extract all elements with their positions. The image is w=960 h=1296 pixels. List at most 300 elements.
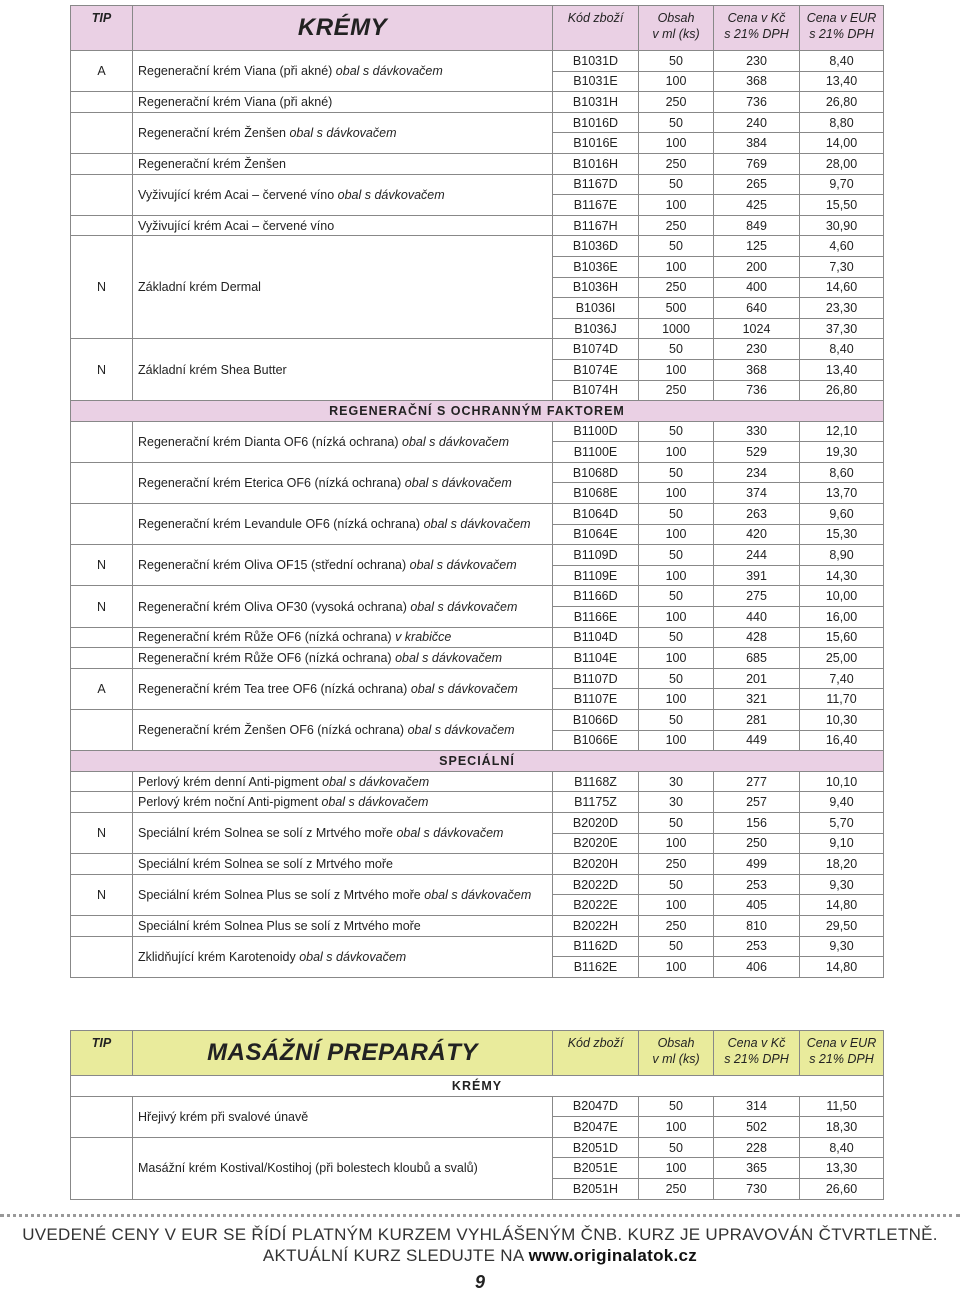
product-code: B1167E (553, 195, 639, 216)
tip-cell: N (71, 545, 133, 586)
price-czk: 374 (714, 483, 800, 504)
table-row (71, 792, 884, 813)
price-czk: 685 (714, 648, 800, 669)
content-volume: 1000 (639, 318, 714, 339)
price-eur: 4,60 (800, 236, 884, 257)
product-code: B1104E (553, 648, 639, 669)
product-code: B1031D (553, 51, 639, 72)
price-czk: 529 (714, 442, 800, 463)
product-code: B2020D (553, 812, 639, 833)
product-code: B2051D (553, 1137, 639, 1158)
price-czk: 156 (714, 812, 800, 833)
price-czk: 440 (714, 607, 800, 628)
tip-cell: N (71, 339, 133, 401)
product-name-cell (133, 771, 553, 792)
table-row (71, 812, 884, 833)
footer-line-2: AKTUÁLNÍ KURZ SLEDUJTE NA www.originalatok.cz (262, 1246, 698, 1265)
price-eur: 8,40 (800, 1137, 884, 1158)
packaging-note: obal s dávkovačem (424, 887, 532, 902)
product-name: Základní krém Shea Butter (138, 362, 287, 377)
product-name: Speciální krém Solnea Plus se solí z Mrtvého moře (138, 887, 421, 902)
price-czk: 391 (714, 565, 800, 586)
product-code: B1100D (553, 421, 639, 442)
product-name: Regenerační krém Růže OF6 (nízká ochrana) (138, 630, 392, 645)
product-name: Regenerační krém Ženšen (138, 156, 286, 171)
product-code: B2051H (553, 1178, 639, 1199)
tip-cell (71, 174, 133, 215)
product-name-cell (133, 215, 553, 236)
product-code: B1036E (553, 256, 639, 277)
product-name-cell (133, 710, 553, 751)
table-row (71, 504, 884, 525)
section-header (71, 401, 884, 422)
content-volume: 100 (639, 1158, 714, 1179)
product-code: B1036I (553, 298, 639, 319)
price-eur: 9,40 (800, 792, 884, 813)
product-code: B1107E (553, 689, 639, 710)
tip-cell (71, 771, 133, 792)
price-eur: 19,30 (800, 442, 884, 463)
product-name: Základní krém Dermal (138, 280, 261, 295)
footer-note (0, 1224, 960, 1266)
table-row (71, 668, 884, 689)
product-code: B2047D (553, 1096, 639, 1117)
section-header (71, 751, 884, 772)
eur-header: Cena v EUR s 21% DPH (800, 1031, 884, 1076)
price-czk: 244 (714, 545, 800, 566)
table-row (71, 153, 884, 174)
code-header: Kód zboží (553, 6, 639, 51)
footer-line-1: UVEDENÉ CENY V EUR SE ŘÍDÍ PLATNÝM KURZEM VYHLÁŠENÝM ČNB. KURZ JE UPRAVOVÁN ČTVRTLETNĚ. (22, 1225, 938, 1244)
product-name: Perlový krém denní Anti-pigment (138, 774, 319, 789)
table-row (71, 936, 884, 957)
price-eur: 30,90 (800, 215, 884, 236)
price-czk: 321 (714, 689, 800, 710)
price-eur: 15,60 (800, 627, 884, 648)
price-eur: 13,40 (800, 71, 884, 92)
price-czk: 420 (714, 524, 800, 545)
product-name: Hřejivý krém při svalové únavě (138, 1109, 309, 1124)
product-name-cell (133, 854, 553, 875)
product-name-cell (133, 792, 553, 813)
product-code: B1166D (553, 586, 639, 607)
price-eur: 13,40 (800, 359, 884, 380)
price-czk: 499 (714, 854, 800, 875)
product-name: Regenerační krém Dianta OF6 (nízká ochrana) (138, 434, 399, 449)
product-code: B2047E (553, 1117, 639, 1138)
price-eur: 9,30 (800, 936, 884, 957)
tip-cell (71, 504, 133, 545)
content-volume: 100 (639, 895, 714, 916)
content-volume: 100 (639, 565, 714, 586)
tip-cell (71, 792, 133, 813)
product-code: B2020H (553, 854, 639, 875)
tip-cell (71, 627, 133, 648)
product-name: Regenerační krém Viana (při akné) (138, 94, 333, 109)
price-eur: 26,80 (800, 92, 884, 113)
price-czk: 281 (714, 710, 800, 731)
product-name-cell (133, 421, 553, 462)
packaging-note: obal s dávkovačem (407, 723, 515, 738)
product-code: B1109E (553, 565, 639, 586)
website-link[interactable]: www.originalatok.cz (528, 1246, 698, 1265)
content-volume: 50 (639, 668, 714, 689)
table-row (71, 1096, 884, 1117)
product-name-cell (133, 545, 553, 586)
price-eur: 9,30 (800, 874, 884, 895)
czk-header: Cena v Kč s 21% DPH (714, 6, 800, 51)
tip-cell (71, 153, 133, 174)
page-number: 9 (474, 1272, 485, 1292)
tip-cell (71, 421, 133, 462)
table-row (71, 339, 884, 360)
content-volume: 250 (639, 277, 714, 298)
product-code: B1016E (553, 133, 639, 154)
price-czk: 201 (714, 668, 800, 689)
table-row (71, 627, 884, 648)
price-eur: 29,50 (800, 915, 884, 936)
product-code: B1066D (553, 710, 639, 731)
content-volume: 100 (639, 833, 714, 854)
price-czk: 230 (714, 51, 800, 72)
table-header (71, 6, 884, 51)
price-table-cremes (70, 5, 884, 978)
product-code: B1100E (553, 442, 639, 463)
content-volume: 50 (639, 51, 714, 72)
product-code: B1167H (553, 215, 639, 236)
product-code: B1064D (553, 504, 639, 525)
product-code: B1074D (553, 339, 639, 360)
product-name: Speciální krém Solnea se solí z Mrtvého moře (138, 826, 393, 841)
section-title: KRÉMY (71, 1076, 884, 1097)
product-code: B1068E (553, 483, 639, 504)
product-code: B2020E (553, 833, 639, 854)
product-name-cell (133, 92, 553, 113)
product-code: B1016D (553, 112, 639, 133)
table-row (71, 421, 884, 442)
price-eur: 11,70 (800, 689, 884, 710)
table-row (71, 874, 884, 895)
price-czk: 253 (714, 874, 800, 895)
price-czk: 502 (714, 1117, 800, 1138)
content-volume: 50 (639, 545, 714, 566)
price-czk: 125 (714, 236, 800, 257)
packaging-note: obal s dávkovačem (337, 187, 445, 202)
tip-cell: N (71, 236, 133, 339)
product-name-cell (133, 812, 553, 853)
tip-cell: N (71, 812, 133, 853)
product-code: B1107D (553, 668, 639, 689)
qty-header: Obsah v ml (ks) (639, 6, 714, 51)
table-row (71, 215, 884, 236)
table-row (71, 51, 884, 72)
product-code: B1066E (553, 730, 639, 751)
product-name-cell (133, 51, 553, 92)
content-volume: 100 (639, 359, 714, 380)
tip-cell (71, 854, 133, 875)
product-name-cell (133, 1096, 553, 1137)
content-volume: 30 (639, 792, 714, 813)
table-row (71, 854, 884, 875)
content-volume: 100 (639, 607, 714, 628)
packaging-note: obal s dávkovačem (321, 795, 429, 810)
table-row (71, 586, 884, 607)
czk-header: Cena v Kč s 21% DPH (714, 1031, 800, 1076)
price-czk: 277 (714, 771, 800, 792)
product-code: B1104D (553, 627, 639, 648)
product-name: Regenerační krém Růže OF6 (nízká ochrana) (138, 651, 392, 666)
product-code: B1068D (553, 462, 639, 483)
content-volume: 50 (639, 874, 714, 895)
product-code: B1036H (553, 277, 639, 298)
product-name-cell (133, 153, 553, 174)
price-czk: 406 (714, 957, 800, 978)
packaging-note: v krabičce (395, 630, 452, 645)
content-volume: 50 (639, 936, 714, 957)
product-code: B1162E (553, 957, 639, 978)
table-row (71, 236, 884, 257)
packaging-note: obal s dávkovačem (410, 681, 518, 696)
table-row (71, 112, 884, 133)
product-name: Regenerační krém Ženšen (138, 125, 286, 140)
tip-cell: N (71, 874, 133, 915)
price-czk: 275 (714, 586, 800, 607)
tip-cell (71, 648, 133, 669)
price-czk: 736 (714, 380, 800, 401)
content-volume: 30 (639, 771, 714, 792)
product-name-cell (133, 504, 553, 545)
content-volume: 50 (639, 236, 714, 257)
product-code: B1168Z (553, 771, 639, 792)
section-title: SPECIÁLNÍ (71, 751, 884, 772)
price-eur: 16,40 (800, 730, 884, 751)
price-czk: 449 (714, 730, 800, 751)
packaging-note: obal s dávkovačem (322, 774, 430, 789)
price-czk: 425 (714, 195, 800, 216)
packaging-note: obal s dávkovačem (410, 599, 518, 614)
table-row (71, 545, 884, 566)
product-code: B1166E (553, 607, 639, 628)
price-eur: 10,10 (800, 771, 884, 792)
price-eur: 14,00 (800, 133, 884, 154)
packaging-note: obal s dávkovačem (299, 949, 407, 964)
packaging-note: obal s dávkovačem (396, 826, 504, 841)
price-eur: 7,40 (800, 668, 884, 689)
packaging-note: obal s dávkovačem (402, 434, 510, 449)
code-header: Kód zboží (553, 1031, 639, 1076)
packaging-note: obal s dávkovačem (409, 558, 517, 573)
tip-cell (71, 915, 133, 936)
content-volume: 250 (639, 380, 714, 401)
price-eur: 13,70 (800, 483, 884, 504)
qty-header: Obsah v ml (ks) (639, 1031, 714, 1076)
price-czk: 250 (714, 833, 800, 854)
packaging-note: obal s dávkovačem (423, 517, 531, 532)
product-name: Regenerační krém Ženšen OF6 (nízká ochrana) (138, 723, 405, 738)
product-code: B1162D (553, 936, 639, 957)
product-name-cell (133, 936, 553, 977)
packaging-note: obal s dávkovačem (395, 651, 503, 666)
product-name-cell (133, 874, 553, 915)
tip-cell (71, 1096, 133, 1137)
product-name: Regenerační krém Viana (při akné) (138, 64, 333, 79)
price-eur: 14,80 (800, 957, 884, 978)
price-czk: 230 (714, 339, 800, 360)
packaging-note: obal s dávkovačem (335, 64, 443, 79)
price-eur: 8,40 (800, 51, 884, 72)
product-name-cell (133, 1137, 553, 1199)
price-czk: 228 (714, 1137, 800, 1158)
product-code: B1109D (553, 545, 639, 566)
tip-cell (71, 215, 133, 236)
content-volume: 100 (639, 483, 714, 504)
content-volume: 100 (639, 730, 714, 751)
content-volume: 50 (639, 812, 714, 833)
content-volume: 50 (639, 174, 714, 195)
price-eur: 15,30 (800, 524, 884, 545)
table-title: MASÁŽNÍ PREPARÁTY (133, 1031, 553, 1076)
tip-cell: A (71, 51, 133, 92)
product-name: Masážní krém Kostival/Kostihoj (při bolestech kloubů a svalů) (138, 1161, 478, 1176)
product-code: B1175Z (553, 792, 639, 813)
content-volume: 100 (639, 195, 714, 216)
product-name-cell (133, 586, 553, 627)
price-czk: 240 (714, 112, 800, 133)
price-czk: 730 (714, 1178, 800, 1199)
price-eur: 10,30 (800, 710, 884, 731)
product-name: Speciální krém Solnea se solí z Mrtvého moře (138, 856, 393, 871)
product-name: Regenerační krém Oliva OF15 (střední ochrana) (138, 558, 407, 573)
product-code: B2051E (553, 1158, 639, 1179)
price-eur: 37,30 (800, 318, 884, 339)
product-code: B2022E (553, 895, 639, 916)
product-name: Zklidňující krém Karotenoidy (138, 949, 296, 964)
price-eur: 26,80 (800, 380, 884, 401)
product-code: B1167D (553, 174, 639, 195)
product-name: Regenerační krém Levandule OF6 (nízká ochrana) (138, 517, 421, 532)
content-volume: 250 (639, 915, 714, 936)
product-code: B1074E (553, 359, 639, 380)
price-czk: 368 (714, 359, 800, 380)
product-name-cell (133, 648, 553, 669)
tip-cell (71, 1137, 133, 1199)
content-volume: 250 (639, 1178, 714, 1199)
price-czk: 253 (714, 936, 800, 957)
table-row (71, 648, 884, 669)
content-volume: 50 (639, 1096, 714, 1117)
price-eur: 15,50 (800, 195, 884, 216)
content-volume: 500 (639, 298, 714, 319)
price-czk: 1024 (714, 318, 800, 339)
price-czk: 314 (714, 1096, 800, 1117)
product-name-cell (133, 236, 553, 339)
price-czk: 330 (714, 421, 800, 442)
content-volume: 100 (639, 648, 714, 669)
product-code: B1036D (553, 236, 639, 257)
product-name-cell (133, 668, 553, 709)
price-eur: 26,60 (800, 1178, 884, 1199)
product-name: Vyživující krém Acai – červené víno (138, 218, 335, 233)
price-czk: 265 (714, 174, 800, 195)
table-row (71, 92, 884, 113)
price-czk: 849 (714, 215, 800, 236)
product-name: Vyživující krém Acai – červené víno (138, 187, 335, 202)
price-eur: 13,30 (800, 1158, 884, 1179)
price-eur: 9,70 (800, 174, 884, 195)
price-eur: 9,60 (800, 504, 884, 525)
product-name: Regenerační krém Oliva OF30 (vysoká ochrana) (138, 599, 407, 614)
price-czk: 368 (714, 71, 800, 92)
product-name: Perlový krém noční Anti-pigment (138, 795, 318, 810)
content-volume: 50 (639, 627, 714, 648)
product-name-cell (133, 174, 553, 215)
price-czk: 257 (714, 792, 800, 813)
product-name: Regenerační krém Tea tree OF6 (nízká ochrana) (138, 681, 408, 696)
tip-cell (71, 936, 133, 977)
tip-cell (71, 112, 133, 153)
price-eur: 28,00 (800, 153, 884, 174)
content-volume: 250 (639, 854, 714, 875)
price-eur: 10,00 (800, 586, 884, 607)
content-volume: 250 (639, 215, 714, 236)
table-row (71, 915, 884, 936)
price-eur: 18,20 (800, 854, 884, 875)
product-name-cell (133, 462, 553, 503)
price-eur: 25,00 (800, 648, 884, 669)
product-code: B1064E (553, 524, 639, 545)
product-name-cell (133, 627, 553, 648)
price-czk: 263 (714, 504, 800, 525)
product-code: B1016H (553, 153, 639, 174)
price-eur: 18,30 (800, 1117, 884, 1138)
content-volume: 50 (639, 339, 714, 360)
price-czk: 810 (714, 915, 800, 936)
content-volume: 50 (639, 112, 714, 133)
table-row (71, 174, 884, 195)
price-eur: 7,30 (800, 256, 884, 277)
table-header (71, 1031, 884, 1076)
price-czk: 769 (714, 153, 800, 174)
content-volume: 100 (639, 689, 714, 710)
eur-header: Cena v EUR s 21% DPH (800, 6, 884, 51)
content-volume: 100 (639, 256, 714, 277)
product-code: B2022D (553, 874, 639, 895)
content-volume: 50 (639, 710, 714, 731)
content-volume: 50 (639, 504, 714, 525)
table-title: KRÉMY (133, 6, 553, 51)
price-eur: 14,30 (800, 565, 884, 586)
content-volume: 250 (639, 92, 714, 113)
table-row (71, 462, 884, 483)
price-eur: 12,10 (800, 421, 884, 442)
content-volume: 100 (639, 957, 714, 978)
product-code: B1031E (553, 71, 639, 92)
product-name-cell (133, 915, 553, 936)
tip-cell: N (71, 586, 133, 627)
tip-cell (71, 92, 133, 113)
content-volume: 100 (639, 524, 714, 545)
price-czk: 736 (714, 92, 800, 113)
content-volume: 100 (639, 71, 714, 92)
tip-cell (71, 462, 133, 503)
table-row (71, 1137, 884, 1158)
tip-header: TIP (71, 1031, 133, 1076)
price-eur: 8,90 (800, 545, 884, 566)
price-eur: 16,00 (800, 607, 884, 628)
content-volume: 50 (639, 462, 714, 483)
product-code: B1036J (553, 318, 639, 339)
price-czk: 365 (714, 1158, 800, 1179)
